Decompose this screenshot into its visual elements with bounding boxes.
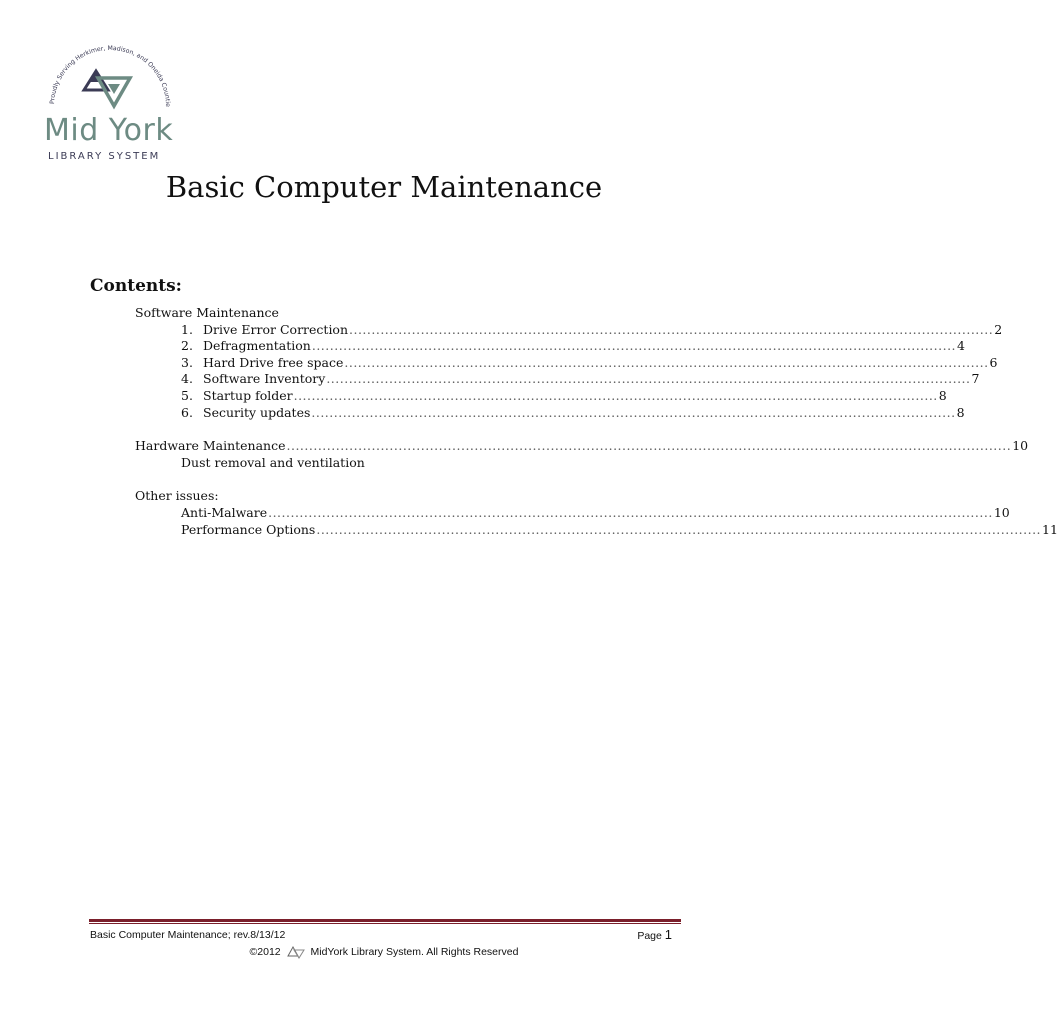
- toc-entry[interactable]: [0, 354, 998, 372]
- toc-section-other: Other issues:: [135, 488, 219, 504]
- logo-name: Mid York: [44, 113, 174, 148]
- toc-entry-page: 10: [993, 504, 1010, 520]
- toc-entry-label: Drive Error Correction: [203, 321, 349, 337]
- toc-entry[interactable]: [0, 321, 1003, 339]
- toc-entry-page: 6: [989, 354, 998, 370]
- toc-leader: ................................................................................................................................................: [311, 404, 956, 420]
- triangle-mark-icon: [84, 71, 130, 106]
- logo-arc-icon: [34, 28, 184, 118]
- mid-york-logo: [34, 28, 184, 162]
- toc-entry-number: 5.: [181, 387, 193, 403]
- toc-leader: ..................................................................................................................................................................: [286, 438, 1012, 454]
- toc-entry[interactable]: [0, 338, 965, 355]
- toc-entry[interactable]: [0, 404, 965, 422]
- toc-leader: ..................................................................................................................................................................: [268, 504, 993, 520]
- toc-subentry: Dust removal and ventilation: [181, 454, 365, 470]
- toc-entry-number: 2.: [181, 338, 193, 354]
- toc-entry-page: 10: [1012, 438, 1029, 454]
- table-of-contents: [0, 305, 1058, 538]
- toc-leader: ................................................................................................................................................: [311, 338, 957, 354]
- footer-page-number: 1: [664, 927, 672, 942]
- toc-entry-label: Software Inventory: [203, 371, 326, 387]
- toc-entry[interactable]: [0, 504, 1010, 522]
- toc-entry-number: 3.: [181, 354, 193, 370]
- toc-entry-page: 2: [994, 321, 1003, 337]
- footer-rule-thin: [89, 923, 681, 924]
- toc-entry[interactable]: [0, 371, 980, 388]
- toc-entry-number: 1.: [181, 321, 193, 337]
- footer-revision: Basic Computer Maintenance; rev.8/13/12: [90, 929, 286, 941]
- toc-entry-label: Security updates: [203, 404, 311, 420]
- toc-leader: ................................................................................................................................................: [326, 371, 971, 387]
- logo-subtitle: LIBRARY SYSTEM: [48, 151, 161, 162]
- toc-entry-number: 6.: [181, 404, 193, 420]
- logo-arc-text: Proudly Serving Herkimer, Madison, and Oneida Countie: [49, 44, 172, 108]
- contents-heading: Contents:: [90, 276, 182, 296]
- toc-entry-label: Anti-Malware: [181, 504, 268, 520]
- footer-rule: [89, 919, 681, 922]
- toc-entry-page: 4: [957, 338, 965, 354]
- toc-entry[interactable]: [0, 387, 947, 405]
- toc-entry-label: Performance Options: [181, 521, 316, 537]
- toc-entry-page: 8: [938, 387, 947, 403]
- toc-entry-label: Startup folder: [203, 387, 293, 403]
- svg-text:Proudly Serving Herkimer, Madi: [34, 28, 171, 107]
- toc-section-software: Software Maintenance: [135, 305, 279, 320]
- toc-leader: ..................................................................................................................................................................: [316, 521, 1042, 537]
- toc-entry[interactable]: [0, 521, 1058, 539]
- mini-logo-icon: [286, 945, 306, 959]
- document-title: Basic Computer Maintenance: [165, 170, 603, 204]
- toc-section-hardware: Hardware Maintenance: [135, 438, 286, 454]
- toc-leader: ................................................................................................................................................: [293, 387, 938, 403]
- footer-page-label: Page: [637, 930, 662, 942]
- copyright-text: MidYork Library System. All Rights Reserved: [310, 945, 519, 958]
- copyright-year: ©2012: [249, 945, 281, 958]
- toc-entry-page: 8: [956, 404, 965, 420]
- toc-entry-page: 7: [971, 371, 980, 387]
- toc-entry-label: Hard Drive free space: [203, 354, 344, 370]
- toc-entry-page: 11: [1042, 521, 1058, 537]
- toc-entry-label: Defragmentation: [203, 338, 311, 354]
- toc-leader: ................................................................................................................................................: [344, 354, 989, 370]
- footer-copyright: [0, 945, 768, 959]
- toc-entry-number: 4.: [181, 371, 193, 387]
- footer-page: [637, 927, 672, 942]
- toc-leader: ................................................................................................................................................: [349, 321, 994, 337]
- toc-entry-hardware[interactable]: [0, 438, 1029, 455]
